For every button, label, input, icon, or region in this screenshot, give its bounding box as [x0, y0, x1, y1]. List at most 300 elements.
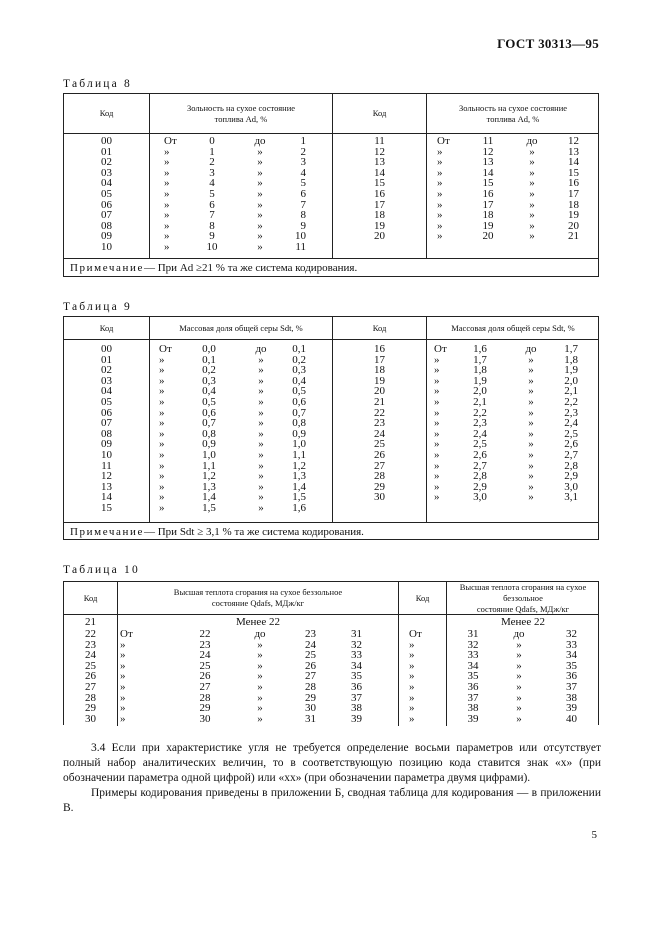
table-cell: » [528, 417, 534, 430]
table-cell: » [120, 670, 126, 683]
table-cell: » [120, 638, 126, 651]
table-cell: 1,6 [292, 501, 306, 514]
table-cell: 34 [351, 659, 362, 672]
table-cell: » [409, 691, 415, 704]
table-8-caption: Таблица 8 [63, 78, 132, 90]
table-cell: » [159, 385, 165, 398]
table-cell: 25 [374, 438, 385, 451]
table-cell: до [254, 135, 266, 147]
table-cell: » [529, 145, 535, 158]
table-cell: 22 [199, 628, 211, 640]
table-9-header-code-left: Код [99, 322, 114, 333]
table-cell: » [437, 209, 443, 222]
table-cell: 03 [101, 166, 112, 179]
table-cell: 7 [300, 198, 306, 211]
table-cell: 11 [374, 135, 385, 147]
page-number: 5 [591, 829, 597, 841]
table-cell: » [257, 691, 263, 704]
table-10-right-to [506, 629, 532, 724]
table-cell: 12 [374, 145, 385, 158]
table-cell: » [434, 448, 440, 461]
table-cell: » [164, 219, 170, 232]
table-cell: 5 [300, 177, 306, 190]
table-cell: » [529, 230, 535, 243]
table-cell: » [409, 702, 415, 715]
table-8-header-code-left: Код [99, 108, 114, 118]
table-cell: От [120, 628, 133, 640]
table-cell: 39 [566, 702, 577, 715]
table-cell: » [409, 680, 415, 693]
table-cell: 29 [305, 691, 316, 704]
table-cell: » [437, 145, 443, 158]
table-cell: 23 [199, 638, 211, 651]
table-cell: » [529, 187, 535, 200]
table-cell: 36 [351, 680, 362, 693]
table-cell: 04 [101, 385, 112, 398]
table-8-left-hi [281, 136, 306, 253]
table-cell: » [437, 230, 443, 243]
table-cell: » [120, 649, 126, 662]
table-cell: 1,2 [202, 470, 216, 483]
table-cell: 15 [374, 177, 385, 190]
table-cell: 30 [199, 712, 211, 725]
table-cell: 29 [374, 480, 385, 493]
table-cell: до [255, 343, 267, 355]
table-9-header-code-right: Код [372, 322, 387, 333]
table-cell: 1,7 [473, 353, 487, 366]
table-cell: 14 [568, 156, 579, 169]
table-cell: 05 [101, 187, 112, 200]
table-10-header-code-right: Код [415, 592, 430, 603]
table-cell: 1,4 [202, 491, 216, 504]
table-cell: 3 [209, 166, 215, 179]
table-cell: » [159, 406, 165, 419]
table-cell: 1 [209, 145, 215, 158]
table-cell: » [257, 145, 263, 158]
table-cell: 24 [199, 649, 211, 662]
table-cell: » [258, 480, 264, 493]
table-cell: » [120, 659, 126, 672]
table-cell: » [528, 459, 534, 472]
table-9-right-from [434, 344, 460, 503]
table-8-header-code-right: Код [372, 108, 387, 118]
table-cell: » [437, 187, 443, 200]
table-cell: 2,0 [564, 374, 578, 387]
table-cell: От [164, 135, 177, 147]
table-cell: 01 [101, 353, 112, 366]
table-cell: 22 [374, 406, 385, 419]
table-cell: 29 [85, 702, 96, 715]
table-cell: 10 [295, 230, 306, 243]
table-cell: 8 [209, 219, 215, 232]
table-cell: 14 [374, 166, 385, 179]
table-cell: 0,1 [292, 343, 306, 355]
table-cell: 11 [482, 135, 494, 147]
table-cell: » [257, 156, 263, 169]
table-cell: 10 [101, 448, 112, 461]
table-cell: 1,8 [473, 364, 487, 377]
table-cell: » [529, 166, 535, 179]
table-10-header-value-right: Высшая теплота сгорания на сухое беззольное состояние Qdafs, МДж/кг [459, 581, 587, 614]
table-cell: 36 [566, 670, 577, 683]
table-cell: 10 [206, 240, 218, 253]
table-10-left-codes [64, 629, 117, 724]
table-cell: 00 [101, 135, 112, 147]
table-cell: » [516, 712, 522, 725]
table-cell: » [159, 491, 165, 504]
table-cell: » [257, 166, 263, 179]
table-cell: » [437, 166, 443, 179]
table-cell: 0,4 [292, 374, 306, 387]
table-cell: » [528, 353, 534, 366]
table-cell: 0,0 [202, 343, 216, 355]
table-cell: 28 [85, 691, 96, 704]
table-cell: От [409, 628, 422, 640]
table-9-note-text: — При Sdt ≥ 3,1 % та же система кодирования. [143, 525, 364, 538]
table-cell: 25 [305, 649, 316, 662]
table-cell: » [164, 156, 170, 169]
table-cell: 26 [199, 670, 211, 683]
table-10-left-to [247, 629, 273, 724]
table-10-header-code-left: Код [83, 592, 98, 603]
table-cell: » [529, 156, 535, 169]
table-9-right-hi [550, 344, 578, 503]
table-cell: » [516, 659, 522, 672]
table-cell: 1,2 [292, 459, 306, 472]
table-cell: » [258, 438, 264, 451]
table-cell: 09 [101, 230, 112, 243]
table-10-left-hi [290, 629, 316, 724]
table-cell: » [434, 374, 440, 387]
table-cell: 2,1 [564, 385, 578, 398]
table-cell: 18 [482, 209, 494, 222]
table-cell: 2,4 [473, 427, 487, 440]
table-cell: » [257, 712, 263, 725]
table-9-note-prefix: Примечание [70, 525, 144, 538]
table-cell: 30 [374, 491, 385, 504]
table-9 [63, 316, 599, 540]
table-cell: » [159, 395, 165, 408]
table-10-caption: Таблица 10 [63, 564, 140, 576]
table-cell: 26 [85, 670, 96, 683]
table-cell: » [159, 417, 165, 430]
table-cell: » [164, 240, 170, 253]
table-cell: » [434, 395, 440, 408]
table-cell: 2,2 [473, 406, 487, 419]
table-cell: 11 [101, 459, 112, 472]
table-cell: 07 [101, 209, 112, 222]
table-cell: 21 [374, 395, 385, 408]
table-cell: 2,5 [473, 438, 487, 451]
table-cell: » [434, 427, 440, 440]
table-cell: 2,2 [564, 395, 578, 408]
table-cell: 27 [85, 680, 96, 693]
table-cell: 19 [374, 374, 385, 387]
table-cell: до [526, 135, 538, 147]
table-cell: » [528, 438, 534, 451]
table-cell: 11 [295, 240, 306, 253]
table-cell: » [516, 638, 522, 651]
table-cell: 1,0 [292, 438, 306, 451]
table-cell: 24 [85, 649, 96, 662]
table-cell: 04 [101, 177, 112, 190]
table-cell: 0,1 [202, 353, 216, 366]
table-cell: » [159, 374, 165, 387]
table-cell: 6 [300, 187, 306, 200]
table-cell: » [159, 427, 165, 440]
table-cell: 05 [101, 395, 112, 408]
table-cell: 19 [482, 219, 494, 232]
table-cell: » [258, 406, 264, 419]
table-cell: » [257, 209, 263, 222]
table-cell: 16 [568, 177, 579, 190]
table-cell: 16 [482, 187, 494, 200]
table-cell: 1,8 [564, 353, 578, 366]
table-8-right-codes [333, 136, 426, 242]
table-cell: 08 [101, 427, 112, 440]
table-cell: 4 [209, 177, 215, 190]
table-cell: 1,0 [202, 448, 216, 461]
table-cell: » [258, 374, 264, 387]
table-cell: » [434, 406, 440, 419]
table-cell: 2 [300, 145, 306, 158]
table-cell: 32 [566, 628, 577, 640]
table-8-note [64, 258, 598, 277]
table-cell: » [257, 177, 263, 190]
table-8-note-prefix: Примечание [70, 262, 144, 274]
table-cell: » [528, 491, 534, 504]
table-cell: » [528, 470, 534, 483]
table-cell: » [258, 395, 264, 408]
table-cell: 13 [101, 480, 112, 493]
table-cell: » [120, 702, 126, 715]
table-cell: 23 [85, 638, 96, 651]
body-text [63, 741, 601, 816]
table-cell: » [516, 649, 522, 662]
table-cell: 35 [467, 670, 479, 683]
table-cell: » [409, 638, 415, 651]
table-cell: 15 [482, 177, 494, 190]
table-cell: » [528, 385, 534, 398]
table-cell: » [409, 659, 415, 672]
table-cell: 23 [305, 628, 316, 640]
table-cell: 27 [199, 680, 211, 693]
table-cell: » [258, 385, 264, 398]
table-cell: 31 [305, 712, 316, 725]
table-8-note-text: — При Ad ≥21 % та же система кодирования. [143, 262, 358, 274]
table-cell: » [258, 491, 264, 504]
table-8-left-from [164, 136, 190, 253]
table-cell: 0,5 [202, 395, 216, 408]
table-cell: 2,6 [473, 448, 487, 461]
table-cell: 28 [305, 680, 316, 693]
table-cell: 12 [568, 135, 579, 147]
table-9-right-to [518, 344, 544, 503]
table-cell: » [529, 219, 535, 232]
table-cell: » [257, 638, 263, 651]
table-cell: » [529, 198, 535, 211]
table-cell: 23 [374, 417, 385, 430]
table-cell: » [434, 364, 440, 377]
table-cell: 37 [351, 691, 362, 704]
table-cell: 15 [101, 501, 112, 514]
table-9-right-codes [333, 344, 426, 503]
table-cell: » [159, 480, 165, 493]
table-cell: 2,8 [564, 459, 578, 472]
table-cell: 2,1 [473, 395, 487, 408]
table-10-less-code: 21 [85, 616, 96, 628]
table-cell: 0,4 [202, 385, 216, 398]
table-cell: 07 [101, 417, 112, 430]
table-cell: 2,0 [473, 385, 487, 398]
table-cell: » [257, 198, 263, 211]
table-cell: 0,2 [292, 353, 306, 366]
table-cell: » [258, 417, 264, 430]
table-cell: » [409, 712, 415, 725]
table-cell: 35 [566, 659, 577, 672]
table-cell: 39 [351, 712, 362, 725]
table-cell: 2,9 [564, 470, 578, 483]
table-cell: 30 [305, 702, 316, 715]
table-cell: » [257, 219, 263, 232]
table-cell: 0,3 [202, 374, 216, 387]
table-cell: » [528, 406, 534, 419]
table-cell: » [257, 187, 263, 200]
table-cell: » [529, 177, 535, 190]
table-cell: 27 [374, 459, 385, 472]
table-cell: 3,0 [473, 491, 487, 504]
table-10-right-from [409, 629, 435, 724]
table-cell: 19 [374, 219, 385, 232]
table-cell: » [164, 230, 170, 243]
table-cell: 13 [568, 145, 579, 158]
table-cell: » [159, 353, 165, 366]
table-cell: 37 [566, 680, 577, 693]
table-cell: » [159, 364, 165, 377]
table-cell: » [258, 470, 264, 483]
table-cell: 24 [305, 638, 316, 651]
table-cell: » [516, 670, 522, 683]
table-9-left-lo [196, 344, 222, 514]
table-8 [63, 93, 599, 277]
table-cell: 12 [482, 145, 494, 158]
table-cell: » [516, 680, 522, 693]
table-cell: » [164, 177, 170, 190]
table-cell: 6 [209, 198, 215, 211]
table-cell: 0,8 [202, 427, 216, 440]
table-cell: 1,5 [292, 491, 306, 504]
table-cell: 14 [482, 166, 494, 179]
table-cell: От [437, 135, 450, 147]
table-cell: 9 [209, 230, 215, 243]
table-cell: » [437, 177, 443, 190]
table-cell: » [434, 470, 440, 483]
table-10-right-lo [460, 629, 486, 724]
table-cell: 0,2 [202, 364, 216, 377]
table-cell: » [258, 501, 264, 514]
table-cell: 14 [101, 491, 112, 504]
table-cell: до [525, 343, 537, 355]
table-cell: 3,0 [564, 480, 578, 493]
table-cell: 29 [199, 702, 211, 715]
table-cell: 20 [568, 219, 579, 232]
table-cell: 15 [568, 166, 579, 179]
table-cell: 16 [374, 187, 385, 200]
table-cell: 36 [467, 680, 479, 693]
table-cell: » [528, 374, 534, 387]
table-cell: 4 [300, 166, 306, 179]
table-9-left-codes [64, 344, 149, 514]
table-cell: 0 [209, 135, 215, 147]
table-cell: » [164, 198, 170, 211]
table-cell: » [258, 364, 264, 377]
table-cell: » [434, 491, 440, 504]
table-cell: 0,5 [292, 385, 306, 398]
table-cell: 2 [209, 156, 215, 169]
table-cell: 0,9 [292, 427, 306, 440]
table-cell: » [257, 702, 263, 715]
table-cell: 32 [467, 638, 479, 651]
table-cell: 7 [209, 209, 215, 222]
table-cell: » [529, 209, 535, 222]
table-cell: » [434, 417, 440, 430]
table-cell: 25 [199, 659, 211, 672]
table-10-less-label-left: Менее 22 [236, 616, 280, 628]
table-cell: 22 [85, 628, 96, 640]
table-cell: 33 [566, 638, 577, 651]
table-10 [63, 581, 599, 725]
table-8-left-to [247, 136, 273, 253]
table-8-right-lo [475, 136, 501, 242]
table-8-right-from [437, 136, 463, 242]
table-cell: » [434, 459, 440, 472]
table-8-left-lo [199, 136, 225, 253]
table-cell: 08 [101, 219, 112, 232]
table-cell: 2,5 [564, 427, 578, 440]
table-cell: От [434, 343, 447, 355]
table-cell: 0,6 [292, 395, 306, 408]
table-cell: » [409, 649, 415, 662]
table-cell: 33 [467, 649, 479, 662]
table-cell: 1,1 [202, 459, 216, 472]
table-10-left-from [120, 629, 146, 724]
table-cell: » [159, 470, 165, 483]
table-cell: 0,7 [292, 406, 306, 419]
table-cell: 37 [467, 691, 479, 704]
table-cell: 32 [351, 638, 362, 651]
table-cell: 28 [199, 691, 211, 704]
table-cell: » [434, 438, 440, 451]
table-cell: » [516, 702, 522, 715]
table-cell: 06 [101, 198, 112, 211]
table-cell: 0,3 [292, 364, 306, 377]
table-cell: 35 [351, 670, 362, 683]
table-cell: 10 [101, 240, 112, 253]
table-cell: 1,5 [202, 501, 216, 514]
table-cell: 09 [101, 438, 112, 451]
table-cell: 18 [374, 209, 385, 222]
table-cell: 18 [568, 198, 579, 211]
table-cell: 2,3 [473, 417, 487, 430]
table-cell: 1,1 [292, 448, 306, 461]
table-cell: » [159, 459, 165, 472]
table-cell: 26 [305, 659, 316, 672]
table-cell: » [258, 353, 264, 366]
table-cell: » [120, 691, 126, 704]
table-cell: » [258, 427, 264, 440]
table-cell: 1,9 [473, 374, 487, 387]
table-cell: 38 [351, 702, 362, 715]
